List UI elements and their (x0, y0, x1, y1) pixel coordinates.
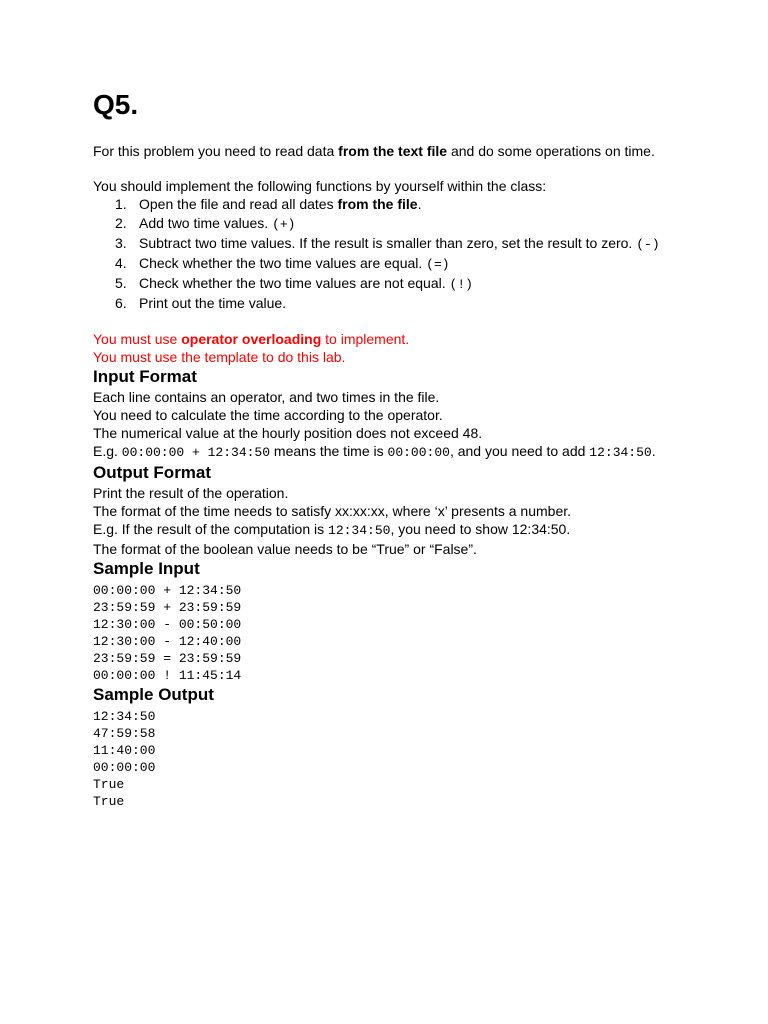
input-format-line: The numerical value at the hourly position does not exceed 48. (93, 425, 483, 441)
list-number: 6. (115, 295, 127, 311)
example-text: , and you need to add (449, 443, 590, 459)
list-text: Check whether the two time values are equal. (139, 255, 427, 271)
example-text: . (651, 443, 656, 459)
list-number: 1. (115, 196, 127, 212)
list-text: Check whether the two time values are not equal. (139, 275, 450, 291)
list-number: 5. (115, 275, 127, 291)
sample-output-code (93, 708, 713, 810)
question-title: Q5. (93, 89, 139, 120)
requirement-line (93, 330, 713, 348)
output-format-line: Print the result of the operation. (93, 485, 289, 501)
code-line: True (93, 777, 125, 792)
code-line: 00:00:00 (93, 760, 156, 775)
example-code: 12:34:50 (589, 445, 652, 460)
requirement-text: You must use (93, 331, 182, 347)
requirements-block (93, 330, 713, 366)
input-format-heading: Input Format (93, 367, 197, 386)
requirement-line: You must use the template to do this lab. (93, 349, 346, 365)
requirement-bold-text: operator overloading (181, 331, 322, 347)
functions-list (93, 195, 713, 313)
output-format-line: The format of the time needs to satisfy xx:xx:xx, where ‘x’ presents a number. (93, 503, 572, 519)
operator-code: (+) (272, 217, 296, 232)
list-text: Print out the time value. (139, 295, 287, 311)
intro-bold-text: from the text file (338, 143, 448, 159)
list-bold-text: from the file (337, 196, 418, 212)
example-text: means the time is (270, 443, 388, 459)
list-text-end: . (417, 196, 422, 212)
output-format-heading: Output Format (93, 463, 212, 482)
output-format-example (93, 520, 713, 540)
list-item (93, 214, 713, 234)
example-code: 00:00:00 (387, 445, 450, 460)
code-line: 12:30:00 - 12:40:00 (93, 634, 242, 649)
code-line: True (93, 794, 125, 809)
example-text: E.g. If the result of the computation is (93, 521, 329, 537)
list-item (93, 274, 713, 294)
output-format-line: The format of the boolean value needs to be “True” or “False”. (93, 541, 477, 557)
document-page (93, 88, 713, 810)
sample-output-heading: Sample Output (93, 685, 214, 704)
list-item (93, 234, 713, 254)
code-line: 00:00:00 ! 11:45:14 (93, 668, 242, 683)
functions-intro: You should implement the following functions by yourself within the class: (93, 178, 547, 194)
input-format-line: Each line contains an operator, and two times in the file. (93, 389, 440, 405)
operator-code: (!) (449, 277, 473, 292)
intro-text-end: and do some operations on time. (447, 143, 655, 159)
code-line: 00:00:00 + 12:34:50 (93, 583, 242, 598)
requirement-text-end: to implement. (321, 331, 410, 347)
code-line: 11:40:00 (93, 743, 156, 758)
list-number: 2. (115, 215, 127, 231)
code-line: 12:34:50 (93, 709, 156, 724)
input-format-line: You need to calculate the time according to the operator. (93, 407, 443, 423)
operator-code: (-) (636, 237, 660, 252)
list-number: 4. (115, 255, 127, 271)
list-number: 3. (115, 235, 127, 251)
code-line: 47:59:58 (93, 726, 156, 741)
sample-input-code (93, 582, 713, 684)
list-item (93, 195, 713, 214)
code-line: 12:30:00 - 00:50:00 (93, 617, 242, 632)
code-line: 23:59:59 + 23:59:59 (93, 600, 242, 615)
intro-paragraph (93, 142, 713, 160)
example-text: E.g. (93, 443, 122, 459)
intro-text: For this problem you need to read data (93, 143, 339, 159)
operator-code: (=) (426, 257, 450, 272)
list-text: Subtract two time values. If the result is smaller than zero, set the result to zero. (139, 235, 637, 251)
example-code: 12:34:50 (328, 523, 391, 538)
code-line: 23:59:59 = 23:59:59 (93, 651, 242, 666)
list-text: Open the file and read all dates (139, 196, 338, 212)
sample-input-heading: Sample Input (93, 559, 200, 578)
list-item (93, 254, 713, 274)
example-text: , you need to show 12:34:50. (390, 521, 571, 537)
input-format-example (93, 442, 713, 462)
list-text: Add two time values. (139, 215, 273, 231)
example-code: 00:00:00 + 12:34:50 (121, 445, 271, 460)
list-item (93, 294, 713, 313)
